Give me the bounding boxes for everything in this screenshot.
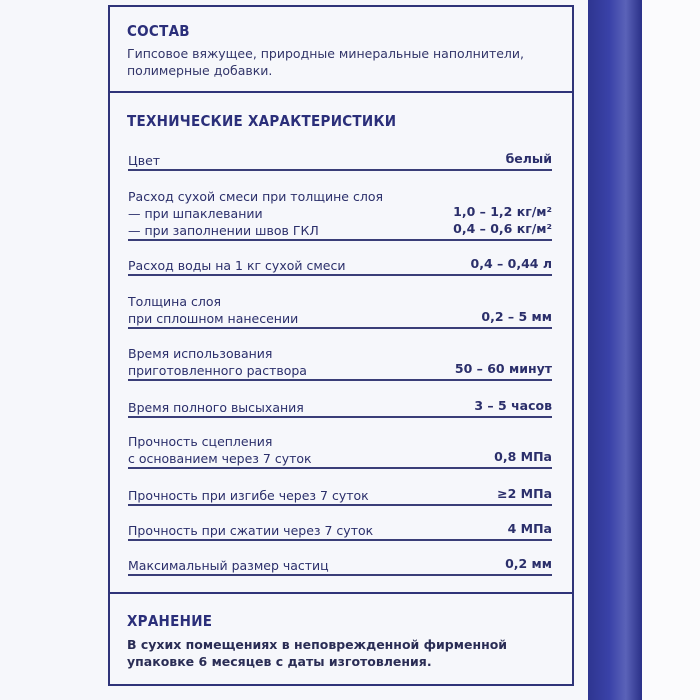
spec-row — [128, 433, 552, 469]
spec-row — [128, 152, 552, 171]
spec-value — [494, 448, 552, 465]
spec-label: Прочность сцепления — [128, 434, 273, 449]
spec-value-line: 0,2 мм — [505, 556, 552, 571]
spec-value-line: ≥2 МПа — [497, 486, 552, 501]
composition-text: Гипсовое вяжущее, природные минеральные наполнители, полимерные добавки. — [127, 46, 524, 78]
spec-value — [508, 520, 552, 537]
spec-label: Расход сухой смеси при толщине слоя — [128, 189, 383, 204]
spec-row — [128, 557, 552, 576]
spec-value — [453, 203, 552, 237]
spec-value — [455, 360, 552, 377]
spec-value-line: 50 – 60 минут — [454, 361, 552, 376]
spec-value-line: 0,4 – 0,6 кг/м² — [453, 221, 552, 236]
storage-text: В сухих помещениях в неповрежденной фирменной упаковке 6 месяцев с даты изготовления. — [127, 637, 508, 669]
spec-row — [128, 487, 552, 506]
spec-label: Расход воды на 1 кг сухой смеси — [128, 258, 346, 273]
spec-label: при сплошном нанесении — [128, 311, 299, 326]
spec-row — [128, 293, 552, 329]
package-edge — [588, 0, 642, 700]
spec-value — [505, 555, 552, 572]
spec-label: приготовленного раствора — [128, 363, 307, 378]
spec-label: Прочность при сжатии через 7 суток — [128, 523, 374, 538]
spec-row — [128, 188, 552, 241]
spec-value — [506, 150, 552, 167]
divider — [108, 592, 574, 594]
spec-value — [471, 255, 552, 272]
spec-value — [474, 397, 552, 414]
spec-value — [481, 308, 552, 325]
spec-label: — при заполнении швов ГКЛ — [128, 223, 319, 238]
spec-row — [128, 399, 552, 418]
spec-value-line: 0,8 МПа — [494, 449, 552, 464]
spec-value-line: 0,2 – 5 мм — [481, 309, 552, 324]
spec-value — [497, 485, 552, 502]
divider — [108, 91, 574, 93]
spec-label: Цвет — [128, 153, 161, 168]
spec-row — [128, 522, 552, 541]
spec-label: Время использования — [128, 346, 273, 361]
spec-value-line: 1,0 – 1,2 кг/м² — [453, 204, 552, 219]
spec-value-line: 0,4 – 0,44 л — [470, 256, 552, 271]
storage-title: ХРАНЕНИЕ — [127, 612, 213, 630]
spec-label: Толщина слоя — [128, 294, 222, 309]
spec-value-line: белый — [505, 151, 552, 166]
spec-value-line: 3 – 5 часов — [474, 398, 552, 413]
spec-value-line: 4 МПа — [507, 521, 552, 536]
spec-label: Время полного высыхания — [128, 400, 304, 415]
background — [642, 0, 700, 700]
spec-label: Прочность при изгибе через 7 суток — [128, 488, 369, 503]
spec-label: — при шпаклевании — [128, 206, 263, 221]
specs-title: ТЕХНИЧЕСКИЕ ХАРАКТЕРИСТИКИ — [127, 112, 397, 130]
spec-row — [128, 345, 552, 381]
spec-label: Максимальный размер частиц — [128, 558, 329, 573]
spec-row — [128, 257, 552, 276]
spec-label: с основанием через 7 суток — [128, 451, 312, 466]
composition-title: СОСТАВ — [127, 22, 190, 40]
